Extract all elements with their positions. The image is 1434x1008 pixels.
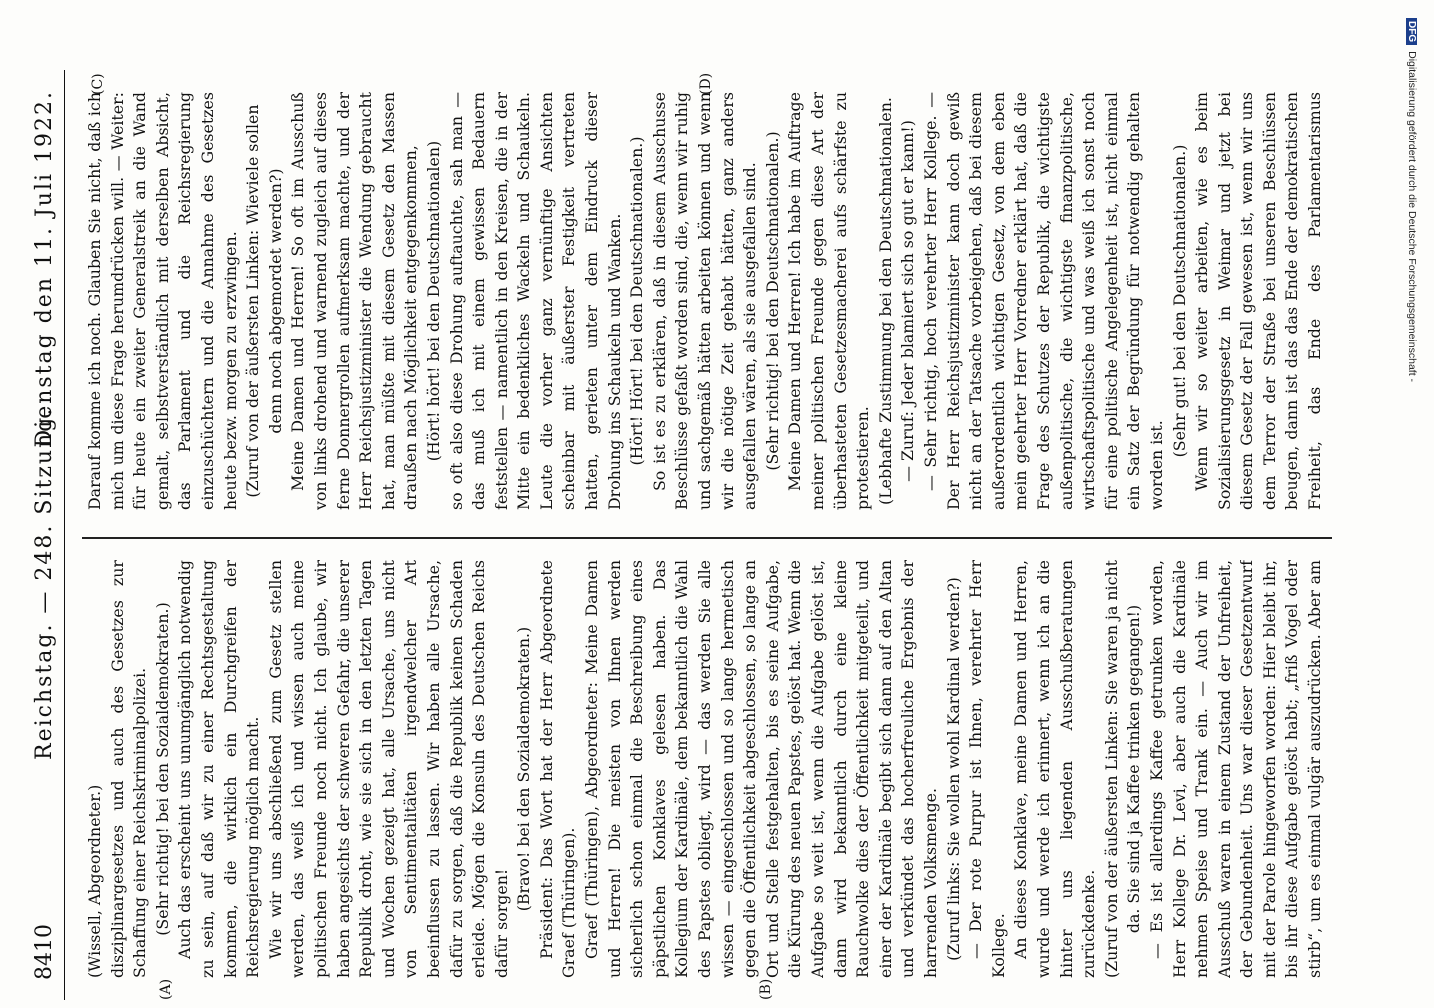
dfg-logo: DFG xyxy=(1406,18,1417,45)
paragraph: so oft also diese Drohung auftauchte, sah man — das muß ich mit einem gewissen Bedauern feststellen — namentlich in den Kreisen, die in der Mitte ein bedenkliches Wackeln und Schaukeln. Leute die vorher ganz vernünftige Ansichten scheinbar mit äußerster Festigkeit vertreten hatten, gerieten unter dem Eindruck dieser Drohung ins Schaukeln und Wanken. xyxy=(446,92,624,510)
paragraph: An dieses Konklave, meine Damen und Herren, wurde und werde ich erinnert, wenn ich an die hinter uns liegenden Ausschußberatungen zurückdenke. xyxy=(1011,560,1099,978)
paragraph: — Es ist allerdings Kaffee getrunken worden, Herr Kollege Dr. Levi, aber auch die Kardinäle nehmen Speise und Trank ein. — Auch wir im Ausschuß waren in einem Zustand der Unfreiheit, der Gebundenheit. Uns war dieser Gesetzentwurf mit der Parole hingeworfen worden: Hier bleibt ihr, bis ihr diese Aufgabe gelöst habt; „friß Vogel oder stirb“, um es einmal vulgär auszudrücken. Aber am xyxy=(1146,560,1325,978)
paragraph: Darauf komme ich noch. Glauben Sie nicht, daß ich mich um diese Frage herumdrücken will. — Weiter: für heute ein zweiter Generalstreik an die Wand gemalt, selbstverständlich mit derselben Absicht, das Parlament und die Reichsregierung einzuschüchtern und die Annahme des Gesetzes heute bezw. morgen zu erzwingen. xyxy=(85,92,240,510)
text-column-left xyxy=(84,560,1329,978)
paragraph: Auch das erscheint uns unumgänglich notwendig zu sein, auf daß wir zu einer Rechtsgestaltung kommen, die wirklich ein Durchgreifen der Reichsregierung möglich macht. xyxy=(175,560,263,978)
page-header xyxy=(18,70,65,1000)
column-divider xyxy=(82,538,1332,540)
paragraph-president: Präsident: Das Wort hat der Herr Abgeordnete Graef (Thüringen). xyxy=(536,560,579,978)
header-date: Dienstag den 11. Juli 1922. xyxy=(32,90,57,448)
interjection: (Hört! Hört! bei den Deutschnationalen.) xyxy=(627,136,647,466)
paragraph: Wie wir uns abschließend zum Gesetz stellen werden, das weiß ich und wissen auch meine politischen Freunde noch nicht. Ich glaube, wir haben angesichts der schweren Gefahr, die unserer Republik droht, wie sie sich in den letzten Tagen und Wochen gezeigt hat, alle Ursache, uns nicht von Sentimentalitäten irgendwelcher Art beeinflussen zu lassen. Wir haben alle Ursache, dafür zu sorgen, daß die Republik keinen Schaden erleide. Mögen die Konsuln des Deutschen Reichs dafür sorgen! xyxy=(265,560,511,978)
interjection: (Lebhafte Zustimmung bei den Deutschnationalen. — Zuruf: Jeder blamiert sich so gut er kann!) xyxy=(875,97,918,505)
paragraph: Wenn wir so weiter arbeiten, wie es beim Sozialisierungsgesetz in Weimar und jetzt bei diesem Gesetz der Fall gewesen ist, wenn wir uns dem Terror der Straße bei unseren Beschlüssen beugen, dann ist das das Ende der demokratischen Freiheit, das Ende des Parlamentarismus xyxy=(1192,92,1325,510)
text-column-right xyxy=(84,92,1329,510)
margin-mark-a: (A) xyxy=(158,978,174,1000)
credit-text: Digitalisierung gefördert durch die Deutsche Forschungsgemeinschaft - xyxy=(1406,51,1418,383)
margin-mark-d: (D) xyxy=(698,72,714,95)
interjection: (Zuruf von der äußersten Linken: Wieviele sollen denn noch abgemordet werden?) xyxy=(243,104,285,498)
paragraph: Meine Damen und Herren! Ich habe im Auftrage meiner politischen Freunde gegen diese Art der überhasteten Gesetzesmacherei aufs schärfste zu protestieren. xyxy=(785,92,873,510)
interjection: (Sehr richtig! bei den Sozialdemokraten.) xyxy=(152,602,172,936)
interjection: (Zuruf von der äußersten Linken: Sie waren ja nicht da. Sie sind ja Kaffee trinken gegangen!) xyxy=(1101,560,1144,978)
paragraph: — Der rote Purpur ist Ihnen, verehrter Herr Kollege. xyxy=(966,560,1008,978)
header-session: Reichstag. — 248. Sitzung. xyxy=(32,406,57,760)
paragraph-speech: Graef (Thüringen), Abgeordneter: Meine Damen und Herren! Die meisten von Ihnen werden sicherlich schon einmal die Beschreibung eines päpstlichen Konklaves gelesen haben. Das Kollegium der Kardinäle, dem bekanntlich die Wahl des Papstes obliegt, wird — das werden Sie alle wissen — eingeschlossen und so lange hermetisch gegen die Öffentlichkeit abgeschlossen, so lange an Ort und Stelle festgehalten, bis es seine Aufgabe, die Kürung des neuen Papstes, gelöst hat. Wenn die Aufgabe so weit ist, wenn die Aufgabe gelöst ist, dann wird bekanntlich durch eine kleine Rauchwolke dies der Öffentlichkeit mitgeteilt, und einer der Kardinäle begibt sich dann auf den Altan und verkündet das hocherfreuliche Ergebnis der harrenden Volksmenge. xyxy=(582,560,940,978)
interjection: (Sehr gut! bei den Deutschnationalen.) xyxy=(1169,144,1189,458)
margin-mark-b: (B) xyxy=(758,978,774,1000)
paragraph: Meine Damen und Herren! So oft im Ausschuß von links drohend und warnend zugleich auf dieses ferne Donnergrollen aufmerksam machte, und der Herr Reichsjustizminister die Wendung gebraucht hat, man müßte mit diesem Gesetz den Massen draußen nach Möglichkeit entgegenkommen, xyxy=(288,92,421,510)
paragraph: — Sehr richtig, hoch verehrter Herr Kollege. — Der Herr Reichsjustizminister kann doch gewiß nicht an der Tatsache vorbeigehen, daß bei diesem außerordentlich wichtigen Gesetz, von dem eben mein geehrter Herr Vorredner erklärt hat, daß die Frage des Schutzes der Republik, die wichtigste außenpolitische, die wichtigste finanzpolitische, wirtschaftspolitische und was weiß ich sonst noch für eine politische Angelegenheit ist, nicht einmal ein Satz der Begründung für notwendig gehalten worden ist. xyxy=(920,92,1166,510)
margin-mark-c: (C) xyxy=(90,73,106,95)
interjection: (Bravo! bei den Sozialdemokraten.) xyxy=(514,626,534,912)
rotated-page-content xyxy=(0,70,1338,1000)
interjection: (Hört! hört! bei den Deutschnationalen) xyxy=(423,140,443,462)
digitization-credit xyxy=(1402,18,1418,1008)
paragraph: disziplinargesetzes und auch des Gesetzes zur Schaffung einer Reichskriminalpolizei. xyxy=(107,560,150,978)
paragraph: So ist es zu erklären, daß in diesem Ausschusse Beschlüsse gefaßt worden sind, die, wenn wir ruhig und sachgemäß hätten arbeiten können und wenn wir die nötige Zeit gehabt hätten, ganz anders ausgefallen wären, als sie ausgefallen sind. xyxy=(649,92,760,510)
interjection: (Zuruf links: Sie wollen wohl Kardinal werden?) xyxy=(943,577,963,961)
speaker-tag: (Wissell, Abgeordneter.) xyxy=(85,784,104,978)
interjection: (Sehr richtig! bei den Deutschnationalen.) xyxy=(762,131,782,471)
page-number: 8410 xyxy=(32,924,57,980)
